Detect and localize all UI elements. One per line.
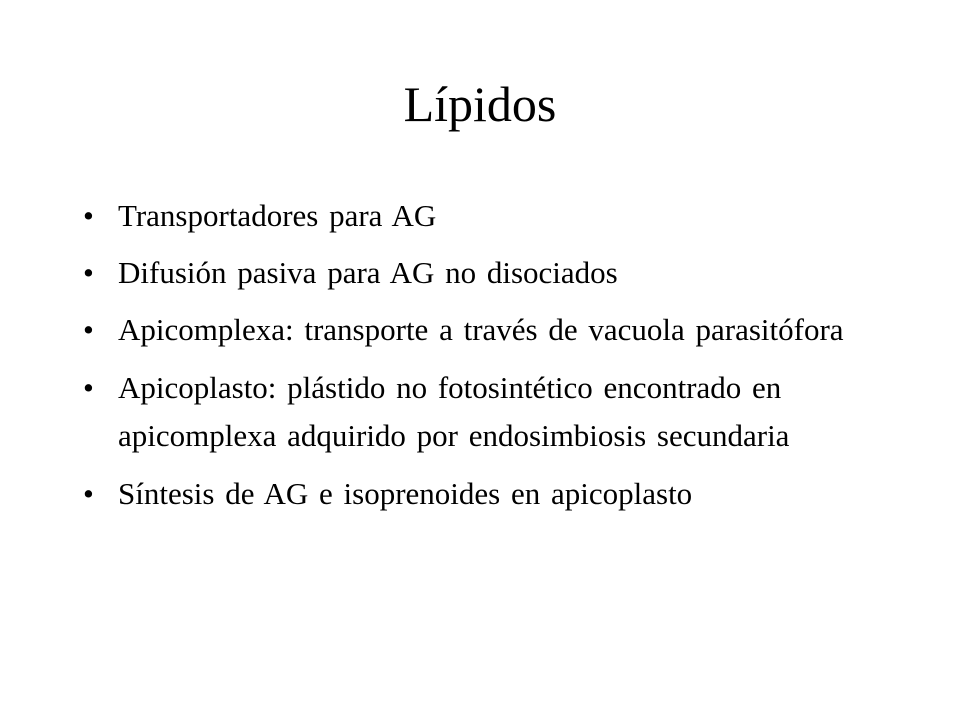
slide-title: Lípidos (403, 76, 557, 132)
bullet-item (80, 364, 880, 460)
bullet-text: Síntesis de AG e isoprenoides en apicoplasto (118, 476, 693, 511)
bullet-item (80, 249, 880, 296)
bullet-marker: • (83, 476, 94, 511)
bullet-marker: • (83, 312, 94, 347)
bullet-item (80, 306, 880, 354)
bullet-text: Apicoplasto: plástido no fotosintético encontrado en apicomplexa adquirido por endosimbiosis secundaria (118, 370, 790, 453)
bullet-item (80, 192, 880, 239)
bullet-marker: • (83, 198, 94, 233)
bullet-text: Difusión pasiva para AG no disociados (118, 255, 618, 290)
bullet-item (80, 470, 880, 517)
bullet-text: Transportadores para AG (118, 198, 437, 233)
bullet-marker: • (83, 370, 94, 405)
bullet-list (80, 192, 880, 527)
bullet-marker: • (83, 255, 94, 290)
bullet-text: Apicomplexa: transporte a través de vacuola parasitófora (118, 312, 844, 347)
